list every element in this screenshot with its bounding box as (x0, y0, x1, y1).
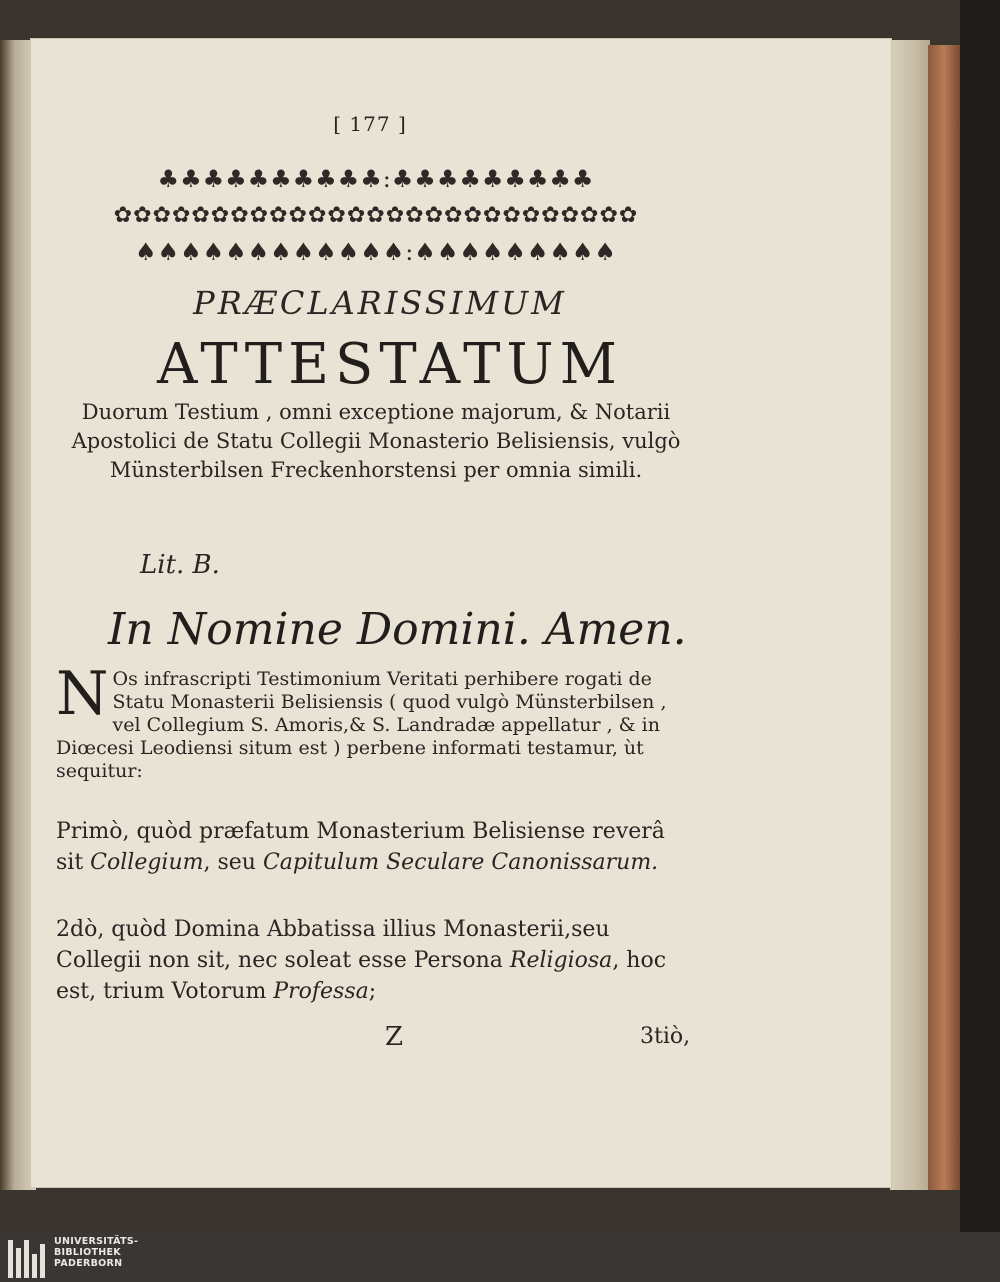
book-cover-edge (928, 45, 960, 1190)
dark-margin (960, 0, 1000, 1232)
library-name-line: PADERBORN (54, 1258, 123, 1269)
text-run: ; (368, 979, 377, 1004)
subtitle: Duorum Testium , omni exceptione majorum, & Notarii Apostolici de Statu Collegii Monasterio Belisiensis, vulgò Münsterbilsen Freckenhorstensi per omnia simili. (71, 400, 681, 482)
paragraph-primo (56, 816, 696, 878)
title-line-1: PRÆCLARISSIMUM (193, 284, 567, 322)
drop-cap: N (56, 659, 109, 729)
ornament-row: ♠♠♠♠♠♠♠♠♠♠♠♠:♠♠♠♠♠♠♠♠♠ (135, 238, 617, 266)
title-line-2: ATTESTATUM (157, 332, 623, 397)
opening-paragraph (56, 659, 696, 783)
catchword: 3tiò, (640, 1024, 691, 1049)
ornament-row: ♣♣♣♣♣♣♣♣♣♣:♣♣♣♣♣♣♣♣♣ (157, 165, 595, 193)
library-footer-bar (0, 1232, 1000, 1282)
italic-run: Capitulum Seculare Canonissarum. (262, 850, 659, 875)
invocation: In Nomine Domini. Amen. (108, 604, 687, 655)
text-run: , hoc est, trium Votorum (56, 948, 667, 1004)
page-number-header: [ 177 ] (333, 112, 407, 136)
text-run: 2dò, quòd Domina Abbatissa illius Monasterii,seu Collegii non sit, nec soleat esse Persona (56, 917, 610, 973)
library-logo-icon (8, 1236, 50, 1278)
section-label: Lit. B. (140, 550, 220, 580)
text-run: , seu (203, 850, 263, 875)
italic-run: Professa (273, 979, 369, 1004)
signature-mark: Z (385, 1022, 404, 1052)
ornament-row: ✿✿✿✿✿✿✿✿✿✿✿✿✿✿✿✿✿✿✿✿✿✿✿✿✿✿✿ (113, 203, 639, 228)
library-name (54, 1236, 138, 1269)
library-name-line: UNIVERSITÄTS- (54, 1236, 139, 1247)
text-run: Primò, quòd præfatum Monasterium Belisiense reverâ sit (56, 819, 665, 875)
italic-run: Religiosa (509, 948, 613, 973)
page-stack-edge (890, 40, 930, 1190)
library-name-line: BIBLIOTHEK (54, 1247, 121, 1258)
paragraph-secundo (56, 914, 696, 1007)
italic-run: Collegium (90, 850, 204, 875)
opening-text: Os infrascripti Testimonium Veritati perhibere rogati de Statu Monasterii Belisiensis ( quod vulgò Münsterbilsen , vel Collegium S. Amoris,& S. Landradæ appellatur , & in Diœcesi Leodiensi situm est ) perbene informati testamur, ùt sequitur: (56, 668, 667, 782)
